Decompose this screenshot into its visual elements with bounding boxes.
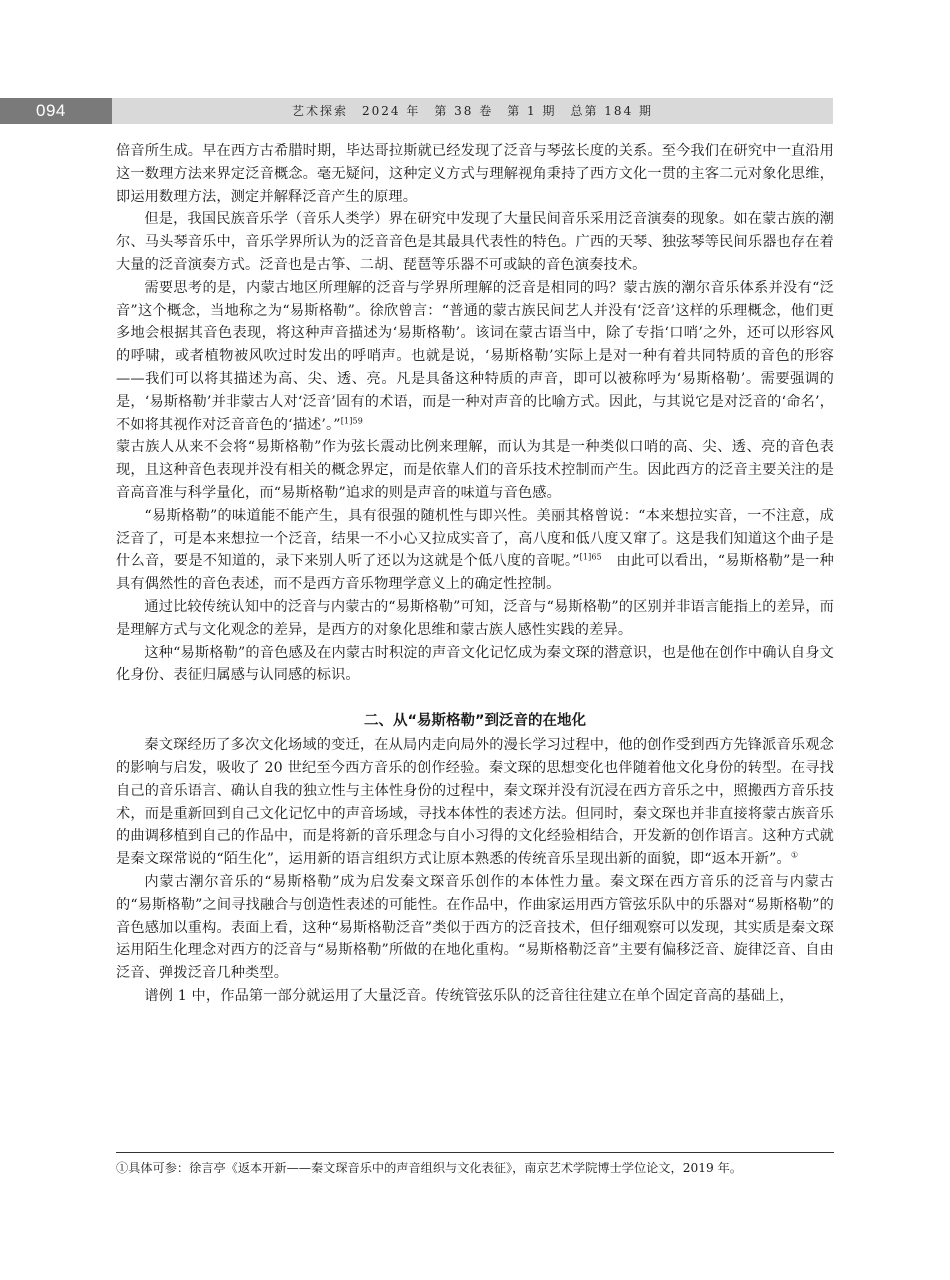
body-paragraph: 内蒙古潮尔音乐的“易斯格勒”成为启发秦文琛音乐创作的本体性力量。秦文琛在西方音乐的泛音与内蒙古的“易斯格勒”之间寻找融合与创造性表述的可能性。在作品中，作曲家运用西方管弦乐队中的乐器对“易斯格勒”的音色感加以重构。表面上看，这种“易斯格勒泛音”类似于西方的泛音技术，但仔细观察可以发现，其实质是秦文琛运用陌生化理念对西方的泛音与“易斯格勒”所做的在地化重构。“易斯格勒泛音”主要有偏移泛音、旋律泛音、自由泛音、弹拨泛音几种类型。 — [116, 873, 834, 982]
running-title: 艺术探索 2024 年 第 38 卷 第 1 期 总第 184 期 — [291, 104, 654, 118]
citation-ref: [1]65 — [579, 552, 602, 562]
footnote-marker: ① — [790, 850, 799, 860]
citation-ref: [1]59 — [340, 415, 363, 425]
page-number: 094 — [0, 98, 112, 124]
article-body — [116, 140, 834, 1008]
body-paragraph: 倍音所生成。早在西方古希腊时期，毕达哥拉斯就已经发现了泛音与琴弦长度的关系。至今我们在研究中一直沿用这一数理方法来界定泛音概念。毫无疑问，这种定义方式与理解视角秉持了西方文化一贯的主客二元对象化思维，即运用数理方法，测定并解释泛音产生的原理。 — [116, 143, 834, 205]
body-paragraph: 但是，我国民族音乐学（音乐人类学）界在研究中发现了大量民间音乐采用泛音演奏的现象。如在蒙古族的潮尔、马头琴音乐中，音乐学界所认为的泛音音色是其最具代表性的特色。广西的天琴、独弦琴等民间乐器也存在着大量的泛音演奏方式。泛音也是古筝、二胡、琵琶等乐器不可或缺的音色演奏技术。 — [116, 211, 834, 273]
body-paragraph: 谱例 1 中，作品第一部分就运用了大量泛音。传统管弦乐队的泛音往往建立在单个固定音高的基础上， — [144, 987, 794, 1004]
footnote: ①具体可参：徐言亭《返本开新——秦文琛音乐中的声音组织与文化表征》，南京艺术学院博士学位论文，2019 年。 — [116, 1161, 742, 1175]
body-paragraph: 秦文琛经历了多次文化场域的变迁，在从局内走向局外的漫长学习过程中，他的创作受到西方先锋派音乐观念的影响与启发，吸收了 20 世纪至今西方音乐的创作经验。秦文琛的思想变化也伴随着他文化身份的转型。在寻找自己的音乐语言、确认自我的独立性与主体性身份的过程中，秦文琛并没有沉浸在西方音乐之中，照搬西方音乐技术，而是重新回到自己文化记忆中的声音场域，寻找本体性的表述方法。但同时，秦文琛也并非直接将蒙古族音乐的曲调移植到自己的作品中，而是将新的音乐理念与自小习得的文化经验相结合，开发新的创作语言。这种方式就是秦文琛常说的“陌生化”，运用新的语言组织方式让原本熟悉的传统音乐呈现出新的面貌，即“返本开新”。① — [116, 737, 834, 868]
section-heading: 二、从“易斯格勒”到泛音的在地化 — [363, 713, 587, 730]
body-paragraph: 这种“易斯格勒”的音色感及在内蒙古时积淀的声音文化记忆成为秦文琛的潜意识，也是他在创作中确认自身文化身份、表征归属感与认同感的标识。 — [116, 644, 834, 684]
body-paragraph: 蒙古族人从来不会将“易斯格勒”作为弦长震动比例来理解，而认为其是一种类似口哨的高、尖、透、亮的音色表现，且这种音色表现并没有相关的概念界定，而是依靠人们的音乐技术控制而产生。因此西方的泛音主要关注的是音高音准与科学量化，而“易斯格勒”追求的则是声音的味道与音色感。 — [116, 439, 834, 501]
footnote-divider — [116, 1152, 834, 1153]
body-paragraph: 需要思考的是，内蒙古地区所理解的泛音与学界所理解的泛音是相同的吗？蒙古族的潮尔音乐体系并没有“泛音”这个概念，当地称之为“易斯格勒”。徐欣曾言：“普通的蒙古族民间艺人并没有‘泛音’这样的乐理概念，他们更多地会根据其音色表现，将这种声音描述为‘易斯格勒’。该词在蒙古语当中，除了专指‘口哨’之外，还可以形容风的呼啸，或者植物被风吹过时发出的呼哨声。也就是说，‘易斯格勒’实际上是对一种有着共同特质的音色的形容——我们可以将其描述为高、尖、透、亮。凡是具备这种特质的声音，即可以被称呼为‘易斯格勒’。需要强调的是，‘易斯格勒’并非蒙古人对‘泛音’固有的术语，而是一种对声音的比喻方式。因此，与其说它是对泛音的‘命名’，不如将其视作对泛音音色的‘描述’。”$^{[1]59}$ — [116, 279, 834, 433]
body-paragraph: “易斯格勒”的味道能不能产生，具有很强的随机性与即兴性。美丽其格曾说：“本来想拉实音，一不注意，成泛音了，可是本来想拉一个泛音，结果一不小心又拉成实音了，高八度和低八度又窜了。这是我们知道这个曲子是什么音，要是不知道的，录下来别人听了还以为这就是个低八度的音呢。”$^{[1]65}$ 由此可以看出，“易斯格勒”是一种具有偶然性的音色表述，而不是西方音乐物理学意义上的确定性控制。 — [116, 507, 834, 593]
body-paragraph: 通过比较传统认知中的泛音与内蒙古的“易斯格勒”可知，泛音与“易斯格勒”的区别并非语言能指上的差异，而是理解方式与文化观念的差异，是西方的对象化思维和蒙古族人感性实践的差异。 — [116, 598, 834, 638]
